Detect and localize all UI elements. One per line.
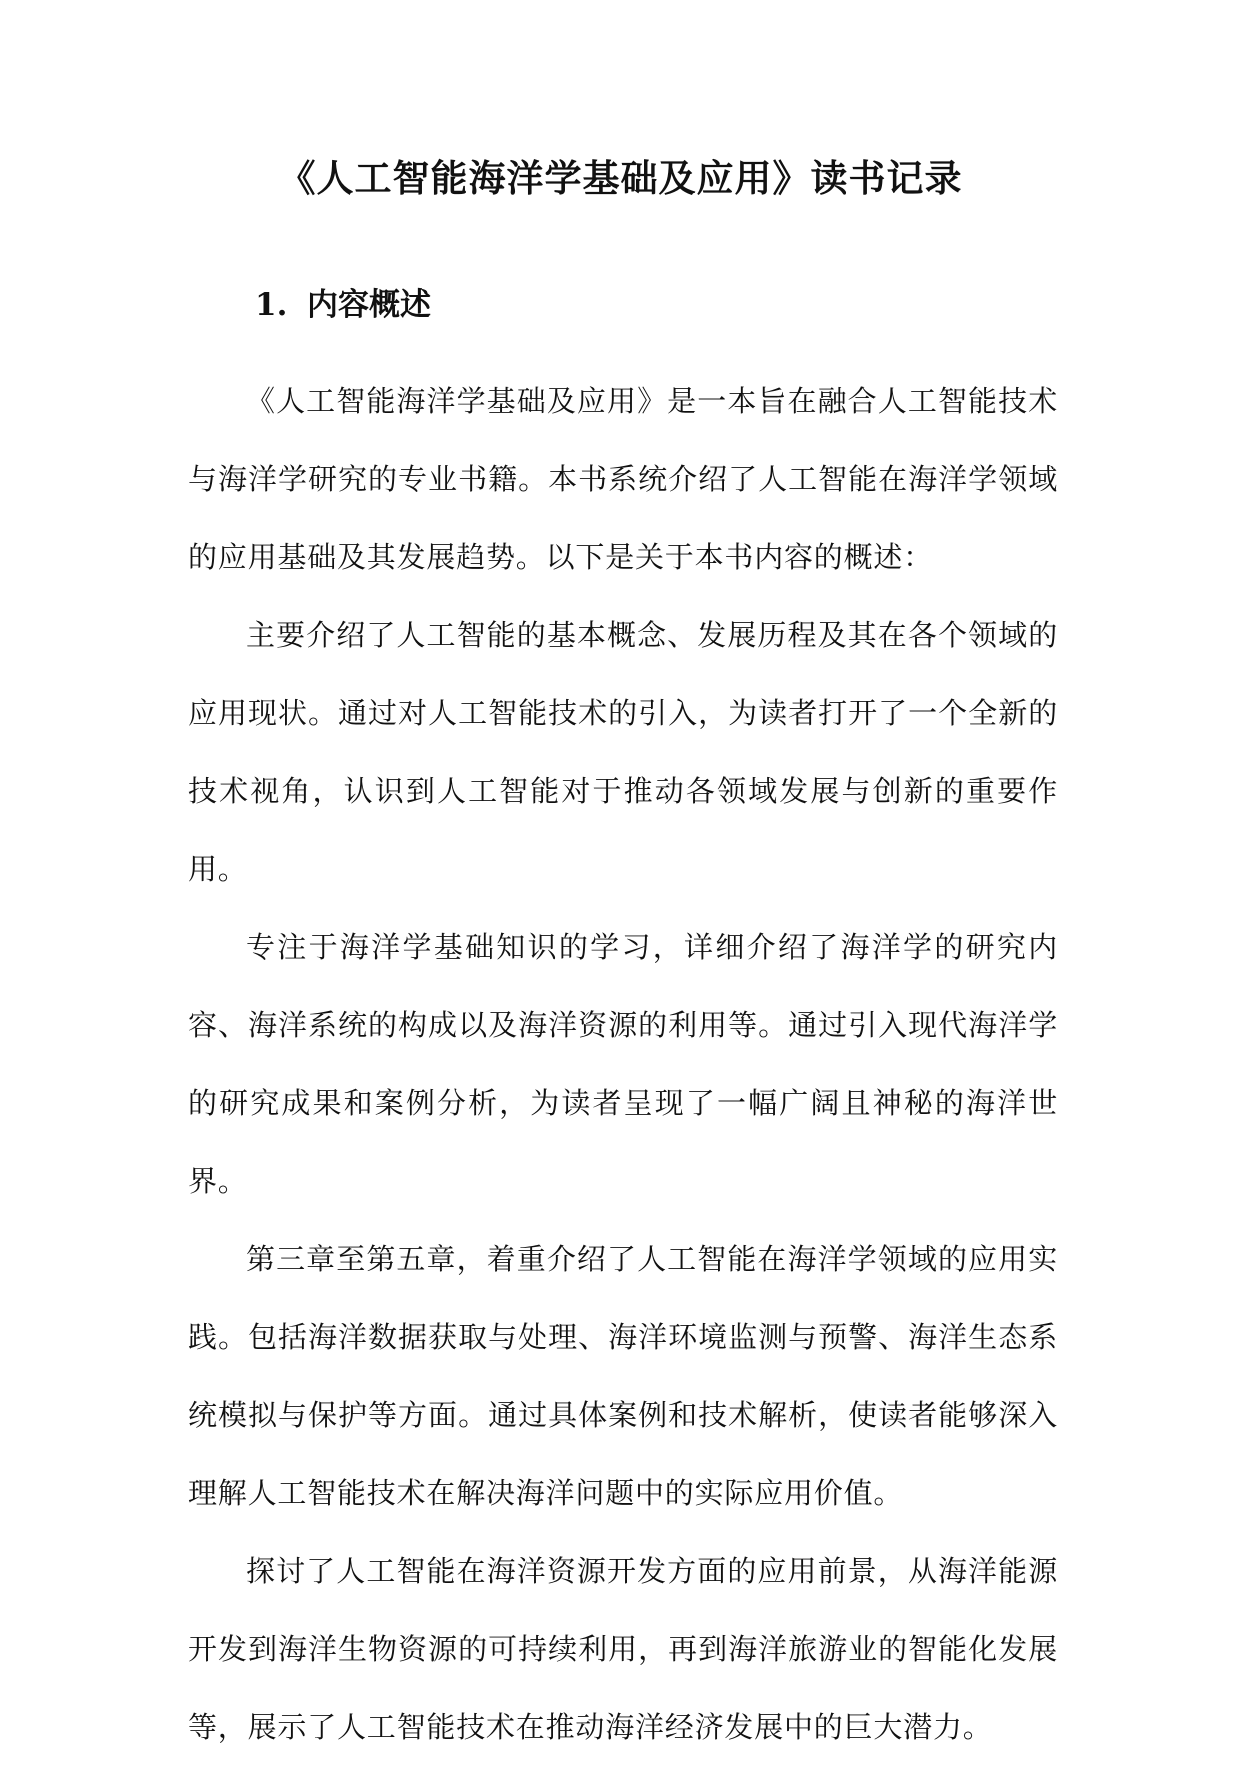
paragraph-ai-basics: 主要介绍了人工智能的基本概念、发展历程及其在各个领域的应用现状。通过对人工智能技术的引入，为读者打开了一个全新的技术视角，认识到人工智能对于推动各领域发展与创新的重要作用。 (188, 618, 1058, 886)
section-title: 内容概述 (307, 287, 431, 323)
section-number: 1. (255, 287, 288, 323)
paragraph-ocean-basics: 专注于海洋学基础知识的学习，详细介绍了海洋学的研究内容、海洋系统的构成以及海洋资源的利用等。通过引入现代海洋学的研究成果和案例分析，为读者呈现了一幅广阔且神秘的海洋世界。 (188, 930, 1058, 1198)
paragraph-applications: 第三章至第五章，着重介绍了人工智能在海洋学领域的应用实践。包括海洋数据获取与处理、海洋环境监测与预警、海洋生态系统模拟与保护等方面。通过具体案例和技术解析，使读者能够深入理解人工智能技术在解决海洋问题中的实际应用价值。 (188, 1242, 1058, 1510)
section-heading (255, 280, 431, 330)
paragraph-intro: 《人工智能海洋学基础及应用》是一本旨在融合人工智能技术与海洋学研究的专业书籍。本书系统介绍了人工智能在海洋学领域的应用基础及其发展趋势。以下是关于本书内容的概述： (188, 384, 1058, 574)
document-title: 《人工智能海洋学基础及应用》读书记录 (278, 156, 963, 200)
document-body (188, 362, 1058, 1766)
paragraph-resources: 探讨了人工智能在海洋资源开发方面的应用前景，从海洋能源开发到海洋生物资源的可持续利用，再到海洋旅游业的智能化发展等，展示了人工智能技术在推动海洋经济发展中的巨大潜力。 (188, 1554, 1058, 1744)
